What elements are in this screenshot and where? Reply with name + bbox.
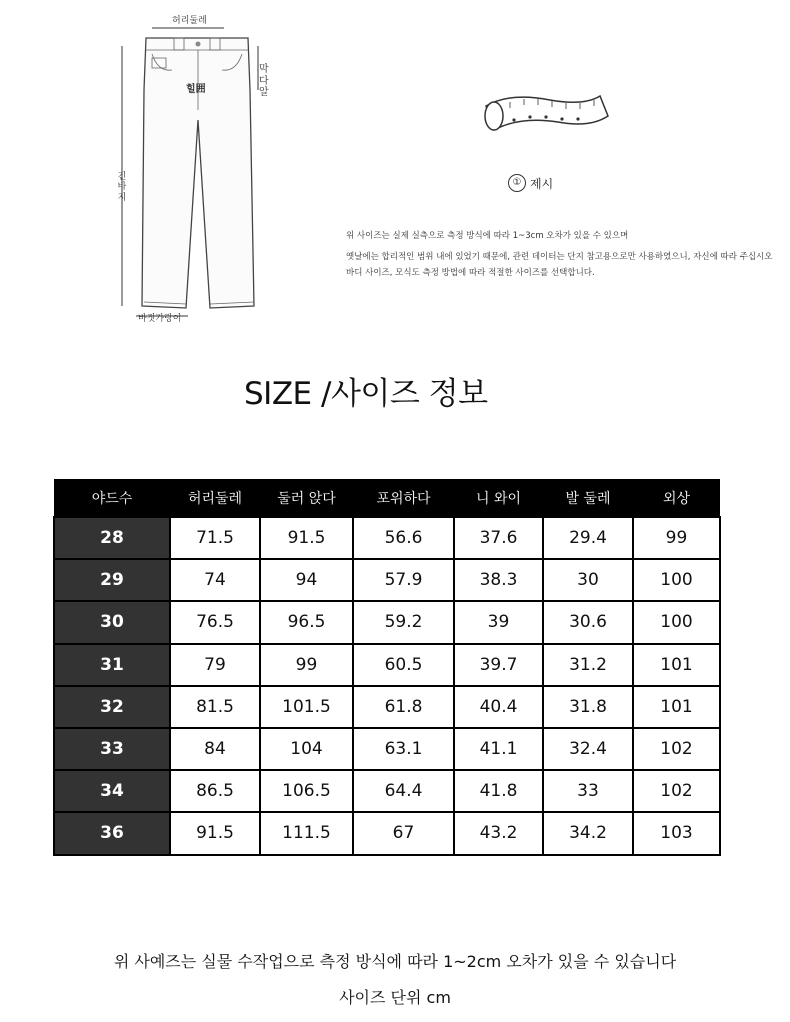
waist-cell: 71.5 xyxy=(170,517,260,559)
hem-cell: 33 xyxy=(543,770,633,812)
waist-cell: 79 xyxy=(170,644,260,686)
table-row xyxy=(54,517,720,559)
hem-cell: 30.6 xyxy=(543,601,633,643)
hip-cell: 91.5 xyxy=(260,517,353,559)
size-cell: 28 xyxy=(54,517,170,559)
thigh-cell: 67 xyxy=(353,812,454,854)
size-cell: 32 xyxy=(54,686,170,728)
size-cell: 34 xyxy=(54,770,170,812)
waist-label: 허리둘레 xyxy=(172,16,207,26)
table-row xyxy=(54,559,720,601)
measuring-tape-icon xyxy=(480,86,612,142)
header-waist: 허리둘레 xyxy=(170,479,260,517)
tape-caption xyxy=(508,174,553,192)
hip-label: 힐囲 xyxy=(186,84,206,95)
knee-cell: 41.8 xyxy=(454,770,543,812)
note-line-2: 옛날에는 합리적인 범위 내에 있었기 때문에, 관련 데이터는 단지 참고용으로만 사용하였으니, 자신에 따라 주십시오 xyxy=(346,252,773,262)
length-cell: 100 xyxy=(633,601,720,643)
hem-cell: 32.4 xyxy=(543,728,633,770)
table-header-row xyxy=(54,479,720,517)
knee-cell: 40.4 xyxy=(454,686,543,728)
footer-note-unit: 사이즈 단위 cm xyxy=(339,988,451,1007)
size-cell: 30 xyxy=(54,601,170,643)
size-cell: 36 xyxy=(54,812,170,854)
table-row xyxy=(54,601,720,643)
thigh-cell: 60.5 xyxy=(353,644,454,686)
knee-cell: 39 xyxy=(454,601,543,643)
waist-cell: 86.5 xyxy=(170,770,260,812)
length-cell: 103 xyxy=(633,812,720,854)
hip-cell: 101.5 xyxy=(260,686,353,728)
note-line-3: 바디 사이즈, 모식도 측정 방법에 따라 적절한 사이즈를 선택합니다. xyxy=(346,268,595,278)
waist-cell: 91.5 xyxy=(170,812,260,854)
tape-caption-text: 제시 xyxy=(530,176,554,191)
hem-cell: 31.8 xyxy=(543,686,633,728)
table-row xyxy=(54,686,720,728)
section-title: SIZE /사이즈 정보 xyxy=(244,376,488,412)
length-label: 긴 바지 xyxy=(117,172,127,203)
header-length: 외상 xyxy=(633,479,720,517)
size-table xyxy=(53,479,721,856)
header-thigh: 포위하다 xyxy=(353,479,454,517)
length-cell: 100 xyxy=(633,559,720,601)
hem-cell: 31.2 xyxy=(543,644,633,686)
size-cell: 31 xyxy=(54,644,170,686)
waist-cell: 81.5 xyxy=(170,686,260,728)
hem-cell: 34.2 xyxy=(543,812,633,854)
table-row xyxy=(54,728,720,770)
note-line-1: 위 사이즈는 실제 실측으로 측정 방식에 따라 1~3cm 오차가 있을 수 있으며 xyxy=(346,231,629,241)
hip-cell: 111.5 xyxy=(260,812,353,854)
knee-cell: 37.6 xyxy=(454,517,543,559)
knee-cell: 38.3 xyxy=(454,559,543,601)
hip-cell: 106.5 xyxy=(260,770,353,812)
hip-cell: 99 xyxy=(260,644,353,686)
waist-cell: 76.5 xyxy=(170,601,260,643)
table-row xyxy=(54,644,720,686)
number-one-icon: ① xyxy=(508,174,526,192)
pants-diagram-icon xyxy=(108,10,288,330)
length-cell: 102 xyxy=(633,728,720,770)
hip-cell: 104 xyxy=(260,728,353,770)
table-row xyxy=(54,812,720,854)
thigh-cell: 59.2 xyxy=(353,601,454,643)
size-cell: 33 xyxy=(54,728,170,770)
header-hem: 발 둘레 xyxy=(543,479,633,517)
thigh-cell: 63.1 xyxy=(353,728,454,770)
header-knee: 니 와이 xyxy=(454,479,543,517)
waist-cell: 74 xyxy=(170,559,260,601)
hip-cell: 96.5 xyxy=(260,601,353,643)
thigh-cell: 56.6 xyxy=(353,517,454,559)
measurement-diagram xyxy=(0,0,790,340)
length-cell: 102 xyxy=(633,770,720,812)
thigh-cell: 57.9 xyxy=(353,559,454,601)
hem-cell: 29.4 xyxy=(543,517,633,559)
waist-cell: 84 xyxy=(170,728,260,770)
length-cell: 99 xyxy=(633,517,720,559)
header-size: 야드수 xyxy=(54,479,170,517)
thigh-cell: 61.8 xyxy=(353,686,454,728)
length-cell: 101 xyxy=(633,644,720,686)
hip-cell: 94 xyxy=(260,559,353,601)
knee-cell: 41.1 xyxy=(454,728,543,770)
thigh-cell: 64.4 xyxy=(353,770,454,812)
header-hip: 둘러 앉다 xyxy=(260,479,353,517)
rise-label: 막다 알 xyxy=(259,64,269,98)
footer-note-tolerance: 위 사예즈는 실물 수작업으로 측정 방식에 따라 1~2cm 오차가 있을 수 있습니다 xyxy=(113,952,677,971)
size-cell: 29 xyxy=(54,559,170,601)
hem-cell: 30 xyxy=(543,559,633,601)
length-cell: 101 xyxy=(633,686,720,728)
knee-cell: 43.2 xyxy=(454,812,543,854)
table-row xyxy=(54,770,720,812)
hem-label: 바짓가랑이 xyxy=(138,314,182,324)
knee-cell: 39.7 xyxy=(454,644,543,686)
